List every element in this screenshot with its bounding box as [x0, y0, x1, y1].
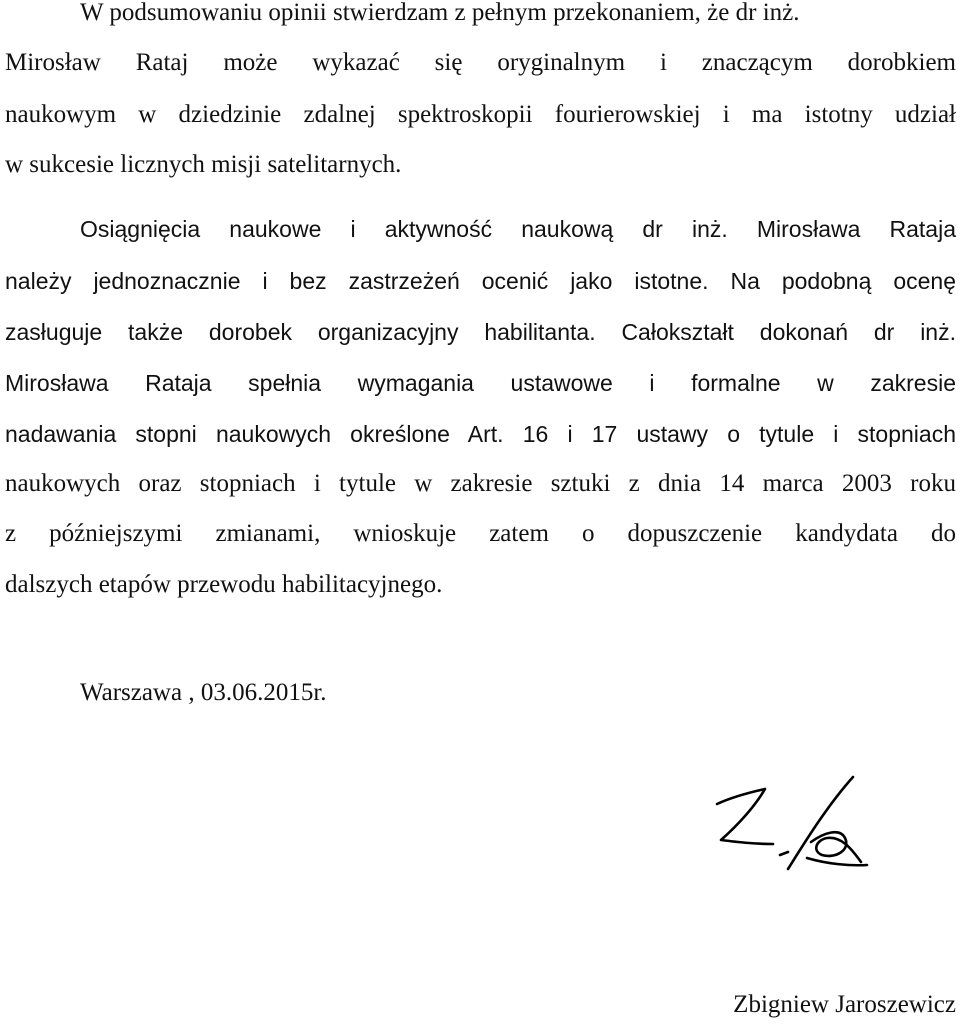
paragraph1-line-2: Mirosław Rataj może wykazać się oryginalnym i znaczącym dorobkiem — [5, 49, 956, 76]
paragraph2-line-8: dalszych etapów przewodu habilitacyjnego. — [5, 571, 443, 598]
place-date: Warszawa , 03.06.2015r. — [80, 679, 327, 706]
signer-name: Zbigniew Jaroszewicz — [733, 991, 956, 1018]
handwritten-signature — [695, 770, 895, 910]
paragraph1-line-4: w sukcesie licznych misji satelitarnych. — [5, 151, 402, 178]
paragraph2-line-3: zasługuje także dorobek organizacyjny habilitanta. Całokształt dokonań dr inż. — [5, 319, 956, 345]
paragraph2-line-6: naukowych oraz stopniach i tytule w zakresie sztuki z dnia 14 marca 2003 roku — [5, 470, 956, 497]
paragraph2-line-1: Osiągnięcia naukowe i aktywność naukową dr inż. Mirosława Rataja — [80, 216, 956, 242]
paragraph1-line-1: W podsumowaniu opinii stwierdzam z pełnym przekonaniem, że dr inż. — [80, 0, 800, 26]
paragraph2-line-2: należy jednoznacznie i bez zastrzeżeń ocenić jako istotne. Na podobną ocenę — [5, 268, 956, 294]
paragraph1-line-3: naukowym w dziedzinie zdalnej spektroskopii fourierowskiej i ma istotny udział — [5, 101, 956, 128]
paragraph2-line-4: Mirosława Rataja spełnia wymagania ustawowe i formalne w zakresie — [5, 370, 956, 396]
paragraph2-line-5: nadawania stopni naukowych określone Art. 16 i 17 ustawy o tytule i stopniach — [5, 421, 956, 447]
paragraph2-line-7: z późniejszymi zmianami, wnioskuje zatem o dopuszczenie kandydata do — [5, 520, 956, 547]
